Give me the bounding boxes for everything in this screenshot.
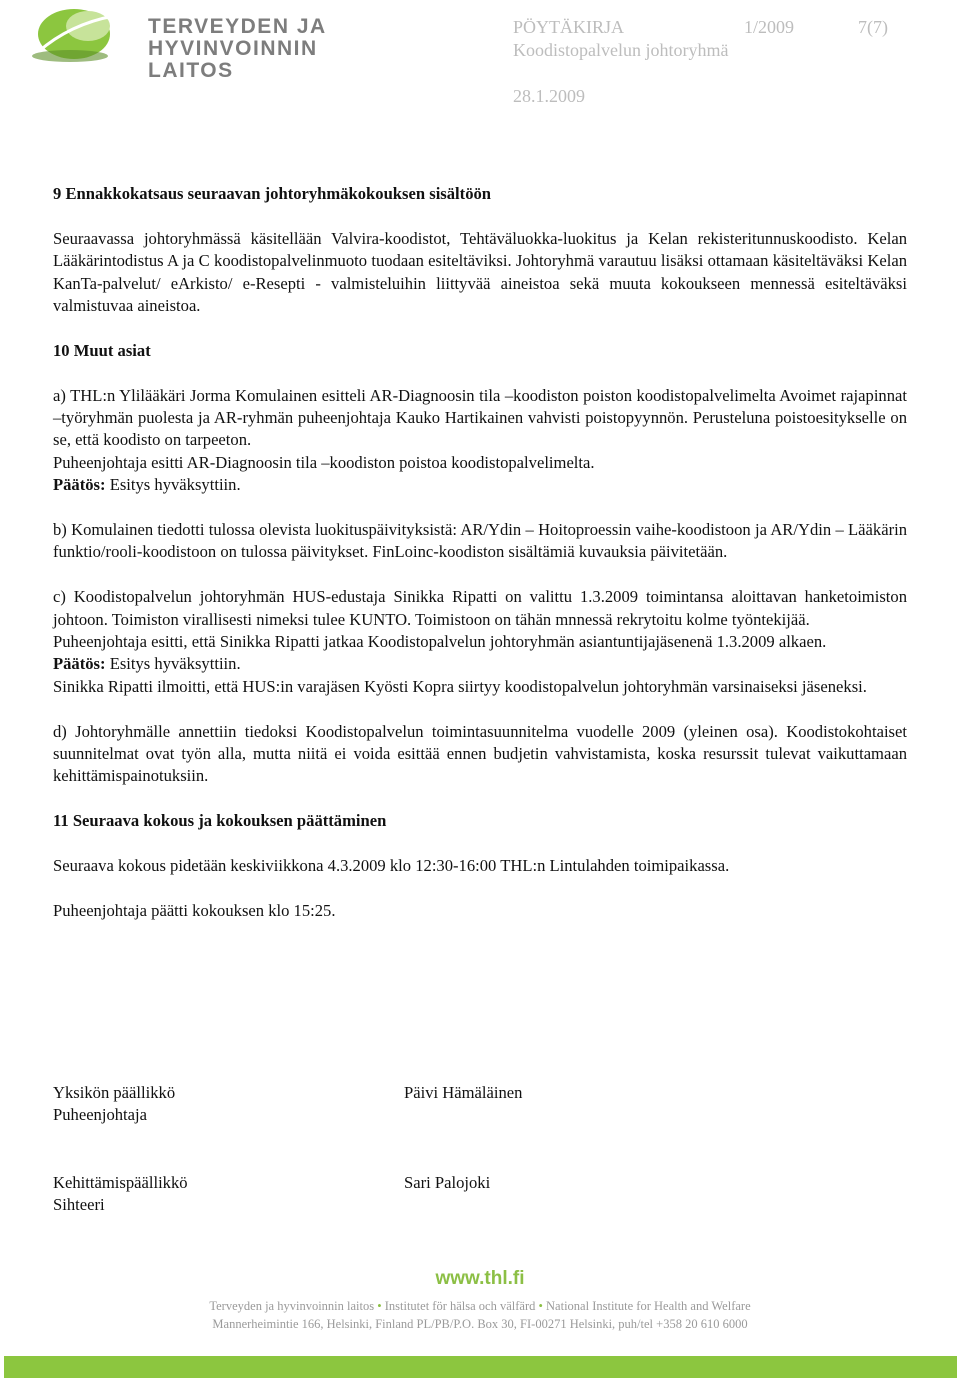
minutes-body <box>53 183 907 922</box>
decision-text: Esitys hyväksyttiin. <box>105 654 241 674</box>
bullet-icon: • <box>377 1299 382 1313</box>
org-name <box>148 16 380 82</box>
item-c-text2: Puheenjohtaja esitti, että Sinikka Ripatti jatkaa Koodistopalvelun johtoryhmän asiantuntijajäsenenä 1.3.2009 alkaen. <box>53 632 827 652</box>
item-a-decision <box>53 474 907 496</box>
org-name-line1: TERVEYDEN JA <box>148 15 327 38</box>
signer2-position: Sihteeri <box>53 1195 105 1215</box>
doc-type: PÖYTÄKIRJA <box>513 17 625 37</box>
footer-green-bar <box>4 1356 957 1378</box>
section9-title: 9 Ennakkokatsaus seuraavan johtoryhmäkokouksen sisältöön <box>53 184 492 203</box>
section10-title: 10 Muut asiat <box>53 340 151 360</box>
footer-org-fi: Terveyden ja hyvinvoinnin laitos <box>209 1299 375 1313</box>
next-meeting-text: Seuraava kokous pidetään keskiviikkona 4.3.2009 klo 12:30-16:00 THL:n Lintulahden toimipaikassa. <box>53 856 730 876</box>
group-name: Koodistopalvelun johtoryhmä <box>513 40 729 60</box>
item-c-decision <box>53 653 907 675</box>
thl-leaf-icon <box>30 4 120 64</box>
signer2-name: Sari Palojoki <box>404 1173 491 1192</box>
decision-label: Päätös: <box>53 654 106 674</box>
item-c-text3: Sinikka Ripatti ilmoitti, että HUS:in varajäsen Kyösti Kopra siirtyy koodistopalvelun johtoryhmän varsinaiseksi jäseneksi. <box>53 676 867 696</box>
item-d-text: d) Johtoryhmälle annettiin tiedoksi Koodistopalvelun toimintasuunnitelma vuodelle 2009 (yleinen osa). Koodistokohtaiset suunnitelmat ovat työn alla, mutta niitä ei voida esittää ennen budjetin vahvistamista, koska resurssit tulevat vaikuttamaan kehittämispainotuksiin. <box>53 721 907 786</box>
item-a-text: a) THL:n Ylilääkäri Jorma Komulainen esitteli AR-Diagnoosin tila –koodiston poiston koodistopalvelimelta Avoimet rajapinnat –työryhmän puolesta ja AR-ryhmän puheenjohtaja Kauko Hartikainen vahvisti poistopyynnön. Perusteluna poistoesitykselle on se, että koodisto on tarpeeton. <box>53 385 907 450</box>
item-b-text: b) Komulainen tiedotti tulossa olevista luokituspäivityksistä: AR/Ydin – Hoitoproessin vaihe-koodistoon ja AR/Ydin – Lääkärin funktio/rooli-koodistoon on tulossa päivitykset. FinLoinc-koodiston sisältämiä kuvauksia päivitetään. <box>53 520 907 562</box>
signer1-title: Yksikön päällikkö <box>53 1083 176 1102</box>
footer-org-sv: Institutet för hälsa och välfärd <box>384 1299 536 1313</box>
footer-org-en: National Institute for Health and Welfare <box>546 1299 751 1313</box>
footer-orgs <box>0 1299 960 1314</box>
doc-number: 1/2009 <box>744 17 795 37</box>
footer-address: Mannerheimintie 166, Helsinki, Finland PL/PB/P.O. Box 30, FI-00271 Helsinki, puh/tel +358 20 610 6000 <box>212 1317 748 1331</box>
signer2-title: Kehittämispäällikkö <box>53 1173 188 1192</box>
org-name-line2: HYVINVOINNIN LAITOS <box>148 37 318 82</box>
signer1-position: Puheenjohtaja <box>53 1105 148 1125</box>
page-number: 7(7) <box>858 17 888 37</box>
signer1-name: Päivi Hämäläinen <box>404 1083 523 1102</box>
section9-text: Seuraavassa johtoryhmässä käsitellään Valvira-koodistot, Tehtäväluokka-luokitus ja Kelan rekisteritunnuskoodisto. Kelan Lääkärintodistus A ja C koodistopalvelinmuoto tuodaan esiteltäviksi. Johtoryhmä varautuu lisäksi ottamaan käsiteltäväksi Kelan KanTa-palvelut/ eArkisto/ e-Resepti - valmisteluihin liittyvää aineistoa sekä muuta kokoukseen mennessä esiteltäväksi valmistuvaa aineistoa. <box>53 228 907 316</box>
section11-title: 11 Seuraava kokous ja kokouksen päättäminen <box>53 811 387 831</box>
thl-logo <box>30 4 380 82</box>
website-link[interactable]: www.thl.fi <box>435 1268 525 1289</box>
decision-label: Päätös: <box>53 475 106 495</box>
doc-date: 28.1.2009 <box>513 86 585 106</box>
decision-text: Esitys hyväksyttiin. <box>105 475 241 495</box>
closing-text: Puheenjohtaja päätti kokouksen klo 15:25. <box>53 900 336 920</box>
bullet-icon: • <box>538 1299 543 1313</box>
signer1-role <box>53 1082 175 1127</box>
item-c-text: c) Koodistopalvelun johtoryhmän HUS-edustaja Sinikka Ripatti on valittu 1.3.2009 toimintansa aloittavan hanketoimiston johtoon. Toimiston virallisesti nimeksi tulee KUNTO. Toimistoon on tähän mnnessä rekrytoitu kolme työntekijää. <box>53 587 907 629</box>
signer2-role <box>53 1172 188 1217</box>
item-a-text2: Puheenjohtaja esitti AR-Diagnoosin tila –koodiston poistoa koodistopalvelimelta. <box>53 452 595 472</box>
